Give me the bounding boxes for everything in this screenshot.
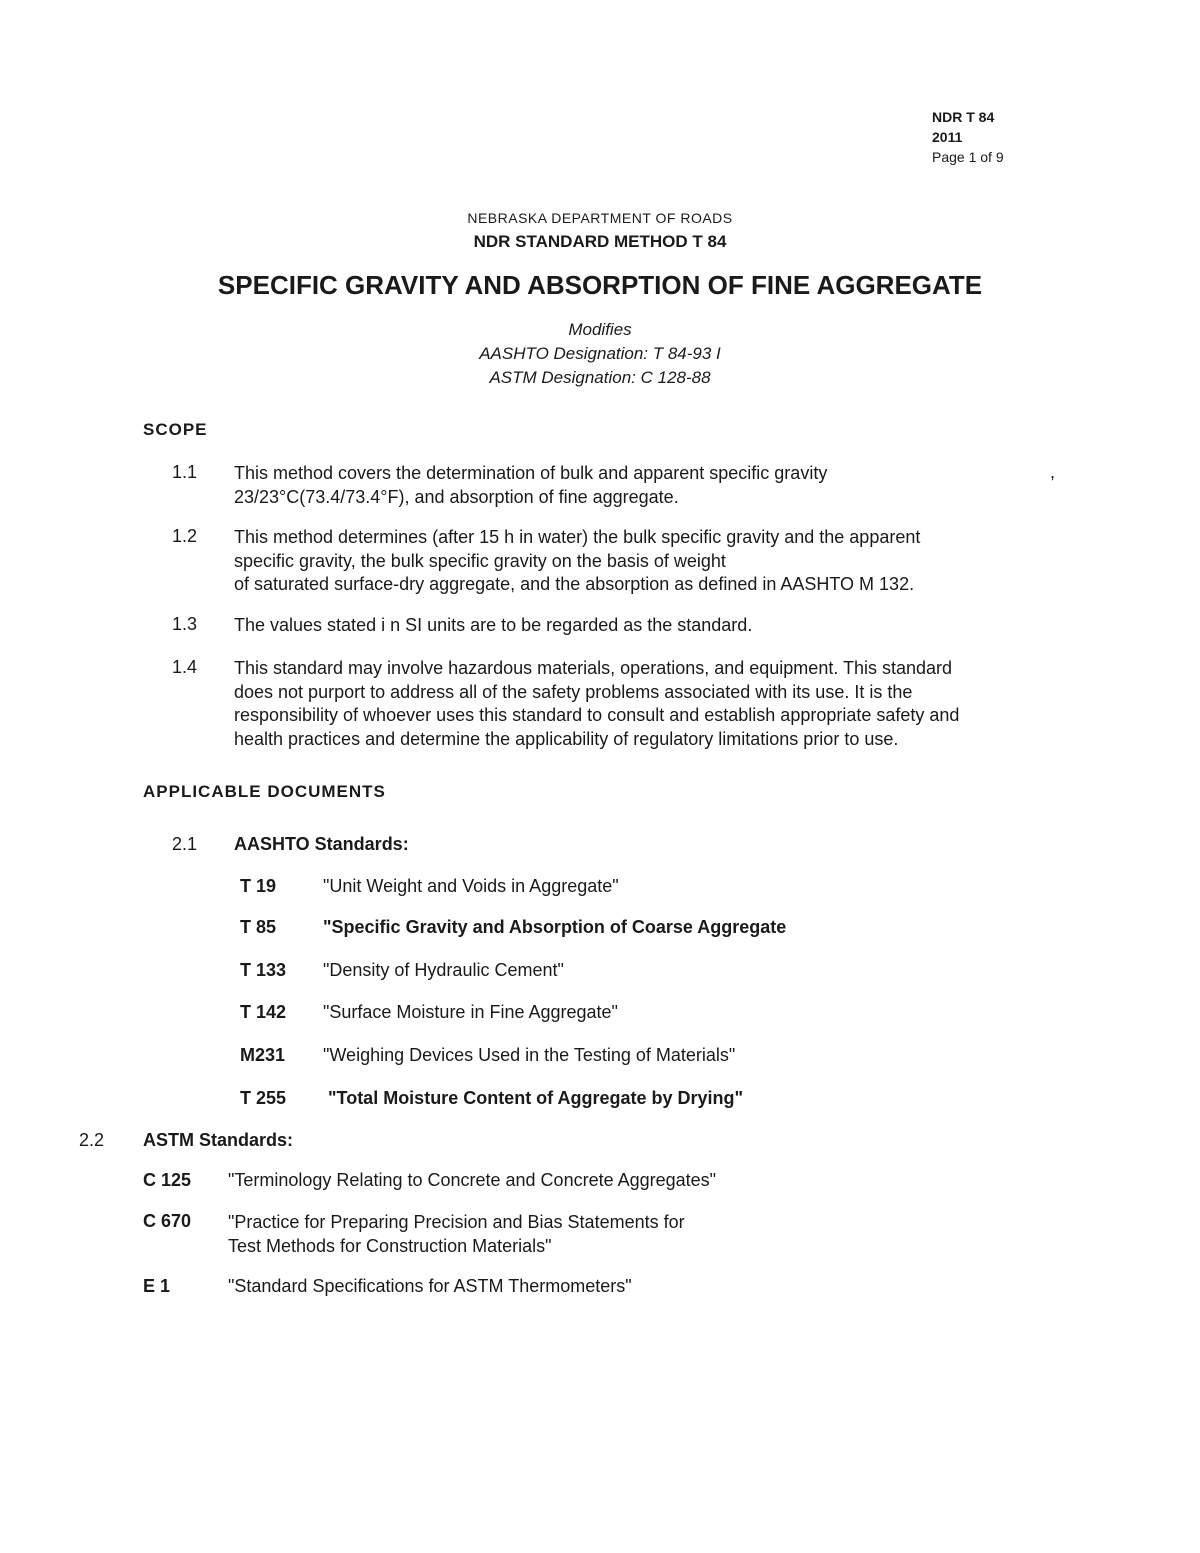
document-year: 2011	[932, 129, 963, 145]
standard-code: T 142	[240, 1002, 287, 1022]
standard-title: "Total Moisture Content of Aggregate by Drying"	[328, 1088, 744, 1108]
scope-item-number: 1.4	[172, 657, 198, 677]
scope-heading: SCOPE	[143, 420, 208, 439]
page-title: SPECIFIC GRAVITY AND ABSORPTION OF FINE AGGREGATE	[217, 270, 983, 300]
scope-item-text	[234, 462, 827, 509]
text-line: "Practice for Preparing Precision and Bias Statements for	[228, 1212, 685, 1232]
text-line: does not purport to address all of the safety problems associated with its use. It is the	[234, 681, 913, 702]
standard-code: T 255	[240, 1088, 287, 1108]
section-number: 2.1	[172, 834, 198, 854]
standard-code: T 19	[240, 876, 277, 896]
scope-item-text	[234, 657, 959, 751]
text-line: Test Methods for Construction Materials"	[228, 1235, 552, 1256]
astm-designation: ASTM Designation: C 128-88	[489, 368, 711, 387]
text-line: 23/23°C(73.4/73.4°F), and absorption of fine aggregate.	[234, 486, 679, 507]
scope-item-text	[234, 526, 920, 597]
text-line: specific gravity, the bulk specific gravity on the basis of weight	[234, 550, 726, 571]
standard-title: "Surface Moisture in Fine Aggregate"	[323, 1002, 618, 1022]
standard-code: T 85	[240, 917, 277, 937]
text-line: health practices and determine the applicability of regulatory limitations prior to use.	[234, 728, 899, 749]
standard-title: "Unit Weight and Voids in Aggregate"	[323, 876, 619, 896]
page-number: Page 1 of 9	[932, 149, 1004, 165]
text-line: This standard may involve hazardous materials, operations, and equipment. This standard	[234, 658, 953, 678]
standard-title: "Weighing Devices Used in the Testing of Materials"	[323, 1045, 736, 1065]
section-number: 2.2	[79, 1130, 105, 1150]
scope-item-text	[234, 614, 752, 638]
agency-name: NEBRASKA DEPARTMENT OF ROADS	[467, 210, 733, 226]
scope-item-number: 1.2	[172, 526, 198, 546]
aashto-standards-heading: AASHTO Standards:	[234, 834, 409, 854]
standard-code: C 670	[143, 1211, 192, 1231]
text-line: The values stated i n SI units are to be regarded as the standard.	[234, 615, 753, 635]
standard-title	[228, 1211, 685, 1258]
standard-title: "Standard Specifications for ASTM Thermometers"	[228, 1276, 632, 1296]
scope-item-number: 1.1	[172, 462, 198, 482]
standard-code: M231	[240, 1045, 286, 1065]
standard-title: "Specific Gravity and Absorption of Coarse Aggregate	[323, 917, 787, 937]
astm-standards-heading: ASTM Standards:	[143, 1130, 294, 1150]
text-line: responsibility of whoever uses this standard to consult and establish appropriate safety and	[234, 705, 960, 725]
document-id: NDR T 84	[932, 109, 995, 125]
stray-mark: ,	[1050, 462, 1056, 482]
scope-item-number: 1.3	[172, 614, 198, 634]
text-line: This method determines (after 15 h in water) the bulk specific gravity and the apparent	[234, 527, 921, 547]
standard-code: C 125	[143, 1170, 192, 1190]
standard-code: E 1	[143, 1276, 171, 1296]
standard-title: "Terminology Relating to Concrete and Concrete Aggregates"	[228, 1170, 717, 1190]
aashto-designation: AASHTO Designation: T 84-93 I	[479, 344, 721, 363]
standard-code: T 133	[240, 960, 287, 980]
method-label: NDR STANDARD METHOD T 84	[473, 232, 727, 251]
text-line: This method covers the determination of bulk and apparent specific gravity	[234, 463, 828, 483]
applicable-documents-heading: APPLICABLE DOCUMENTS	[143, 782, 386, 801]
text-line: of saturated surface-dry aggregate, and the absorption as defined in AASHTO M 132.	[234, 574, 915, 594]
modifies-label: Modifies	[568, 320, 632, 339]
standard-title: "Density of Hydraulic Cement"	[323, 960, 564, 980]
